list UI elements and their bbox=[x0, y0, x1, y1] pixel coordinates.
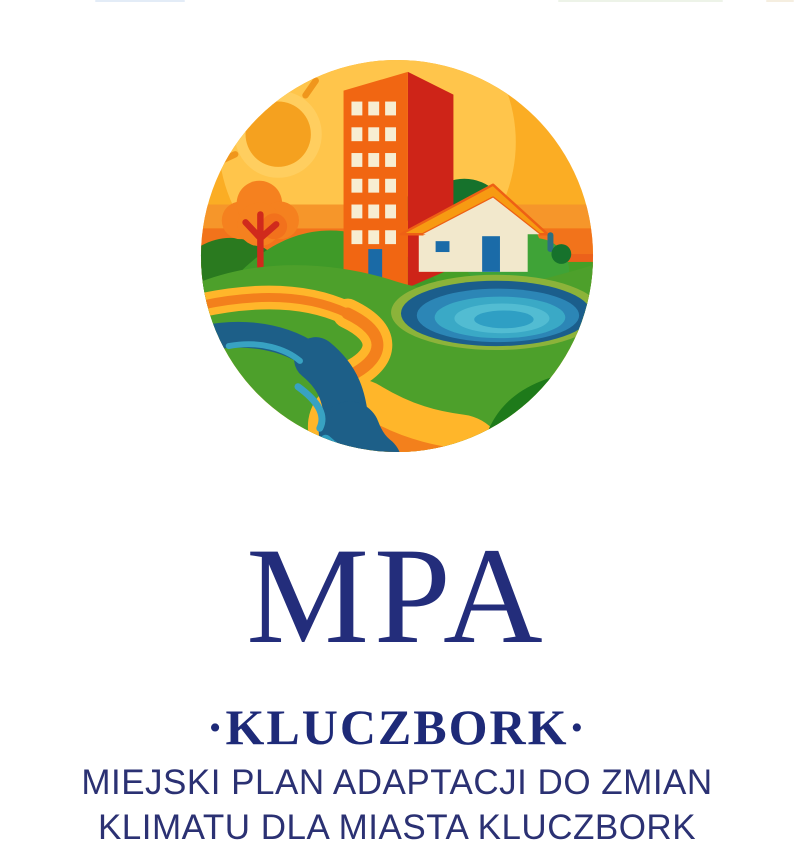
city-name-label: ·KLUCZBORK· bbox=[206, 699, 588, 755]
page-title: MPA bbox=[246, 519, 548, 672]
subtitle-line-2: KLIMATU DLA MIASTA KLUCZBORK bbox=[97, 808, 697, 847]
plan-subtitle bbox=[0, 760, 794, 850]
subtitle-line-1: MIEJSKI PLAN ADAPTACJI DO ZMIAN bbox=[81, 763, 713, 802]
house-door bbox=[482, 236, 500, 272]
house-window bbox=[435, 240, 451, 253]
mpa-logo bbox=[199, 57, 595, 455]
cropped-header-remnant bbox=[558, 0, 723, 2]
climate-city-landscape-illustration bbox=[199, 57, 595, 455]
cropped-header-remnant bbox=[766, 0, 794, 2]
cropped-header-remnant bbox=[95, 0, 185, 2]
lake bbox=[391, 275, 595, 350]
